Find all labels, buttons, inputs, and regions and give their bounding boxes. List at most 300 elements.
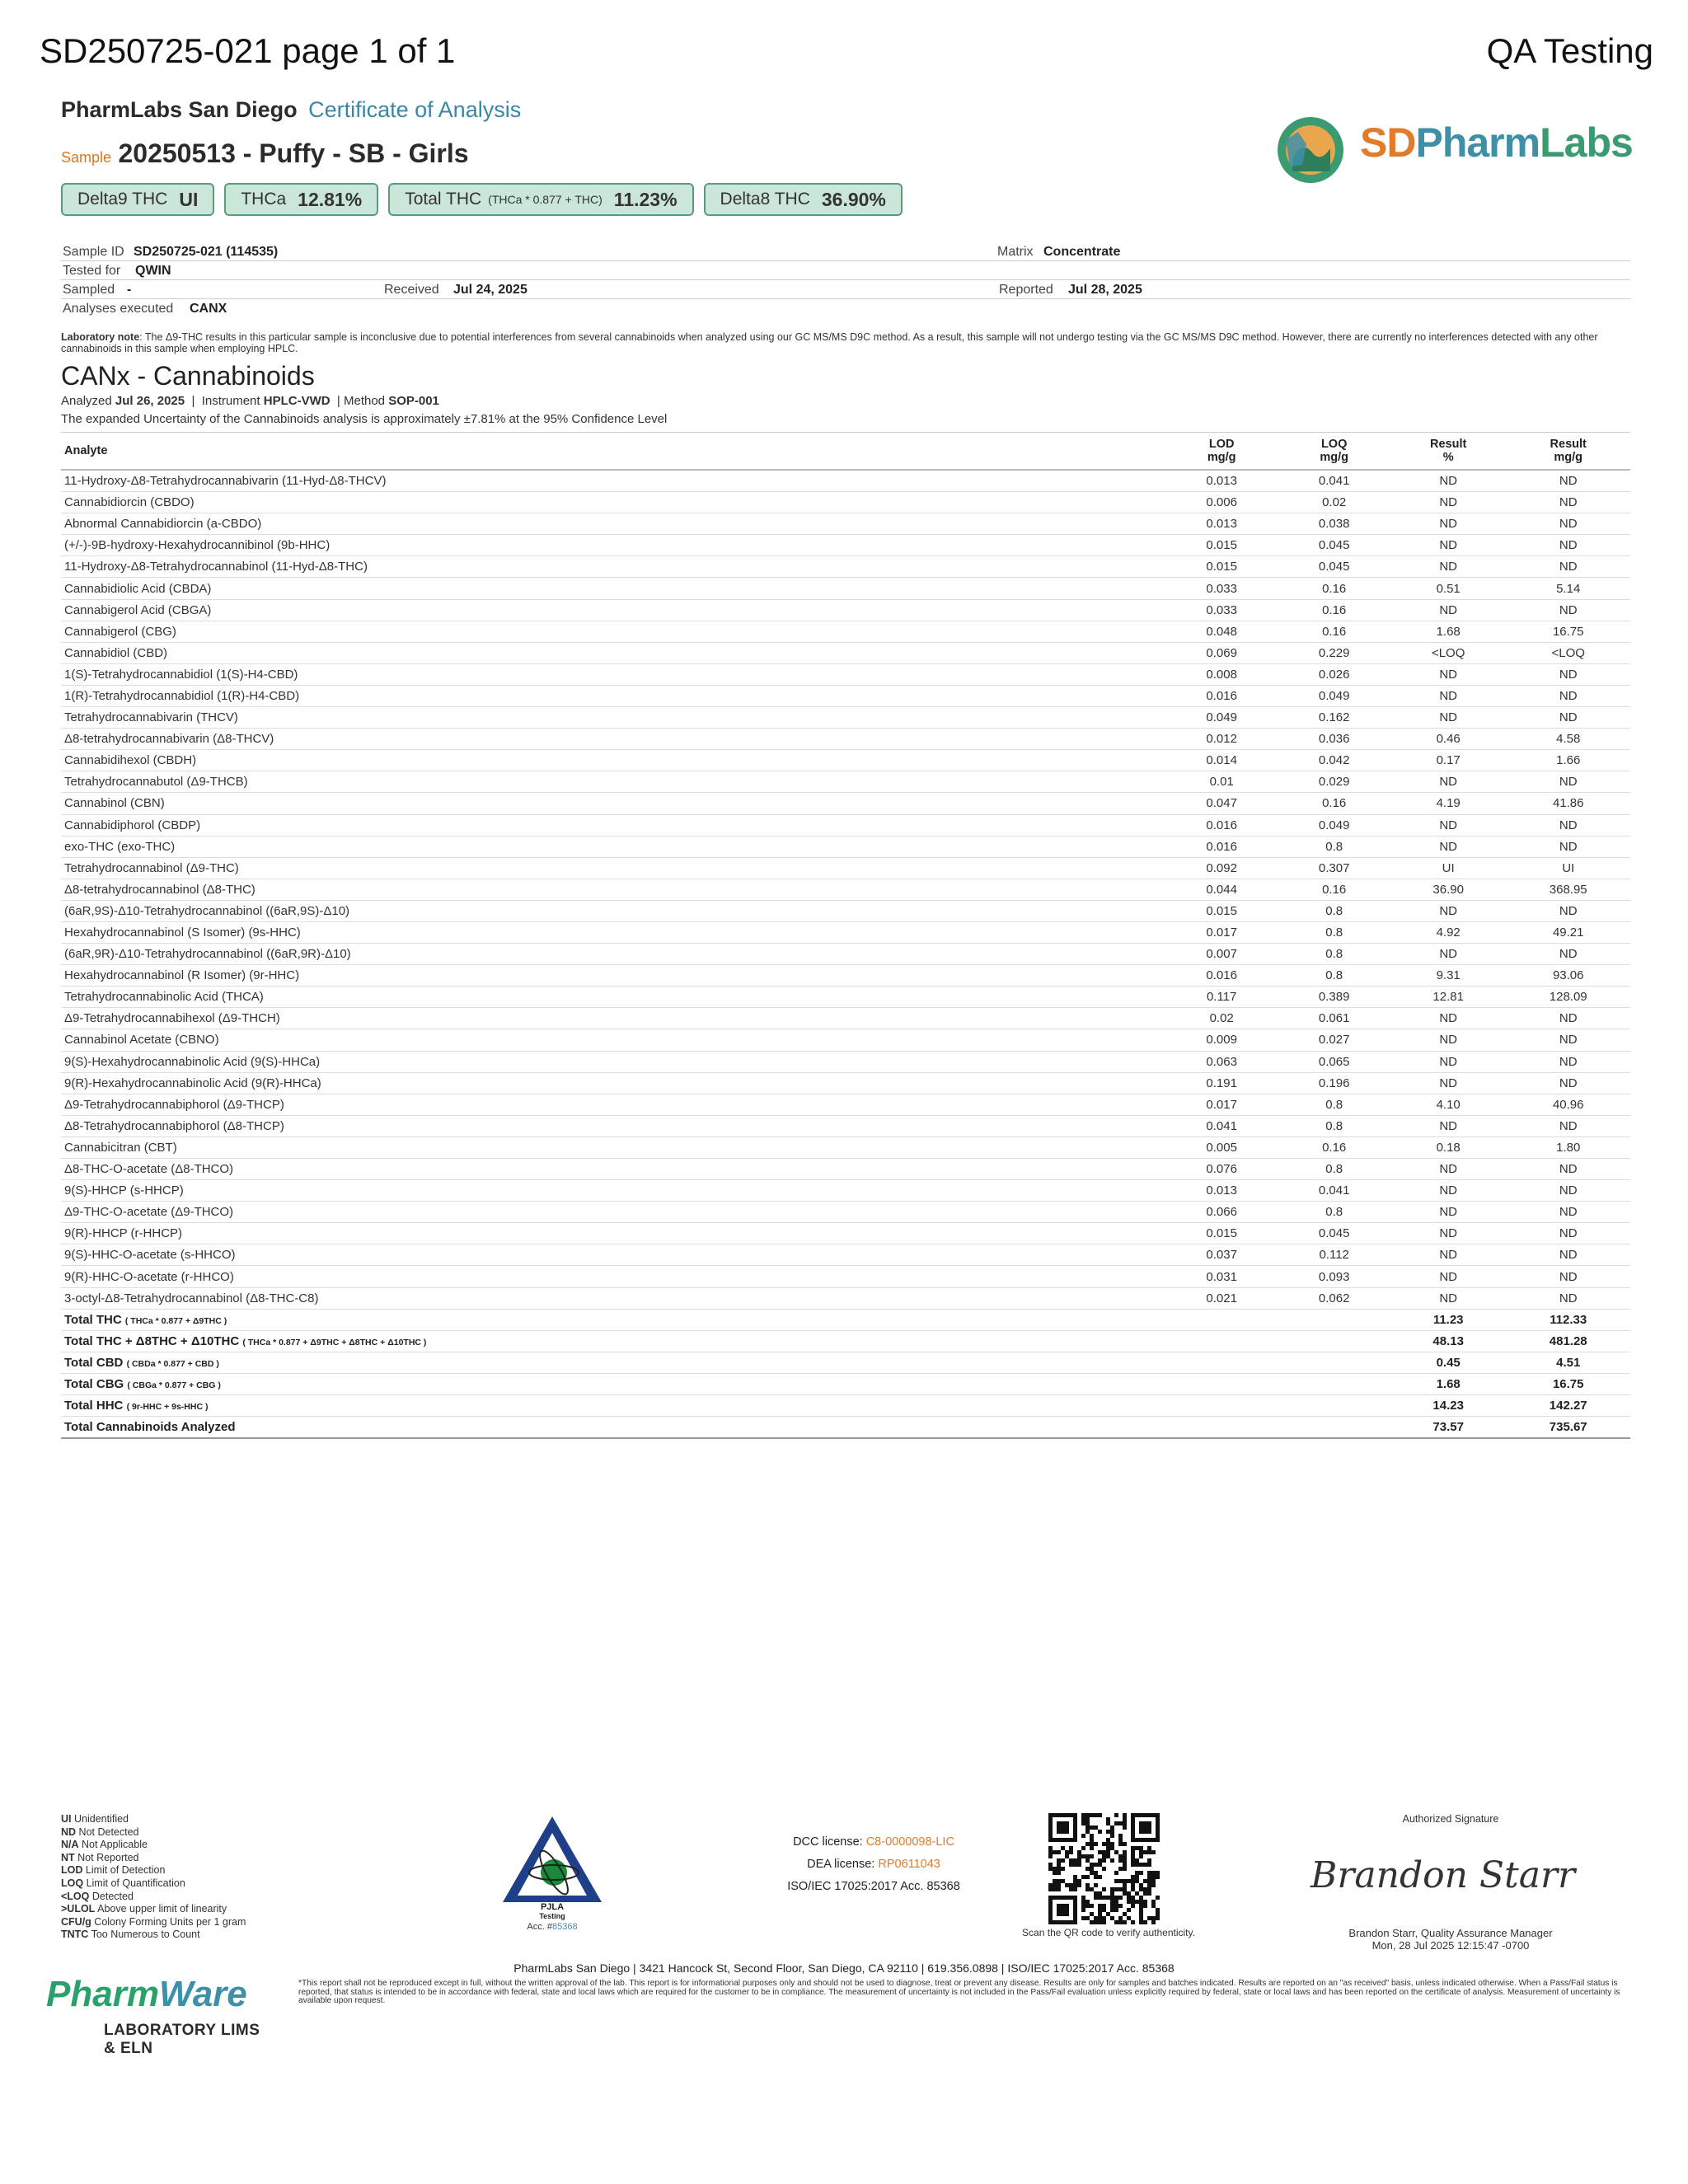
analyte-cell: Hexahydrocannabinol (S Isomer) (9s-HHC) [61,921,1165,943]
table-row [61,1202,1630,1223]
result-mg-cell: ND [1506,1051,1630,1072]
legend-item [61,1826,246,1840]
total-row [61,1352,1630,1373]
sampled-label: Sampled [63,283,115,297]
table-row [61,836,1630,857]
result-mg-cell: 40.96 [1506,1094,1630,1115]
result-mg-cell: ND [1506,707,1630,729]
result-mg-cell: ND [1506,663,1630,685]
loq-cell: 0.8 [1278,1094,1390,1115]
result-mg-cell: UI [1506,857,1630,879]
loq-cell: 0.029 [1278,771,1390,793]
logo-wordmark: SDPharmLabs [1360,120,1633,166]
pharmware-tagline: LABORATORY LIMS & ELN [104,2022,260,2057]
total-label: Total HHC [64,1399,124,1413]
analyte-cell: 1(S)-Tetrahydrocannabidiol (1(S)-H4-CBD) [61,663,1165,685]
sample-label: Sample [61,149,112,166]
info-row [61,280,1630,299]
table-row [61,921,1630,943]
info-row [61,299,1630,317]
loq-cell: 0.045 [1278,535,1390,556]
pjla-name: PJLA [540,1902,565,1912]
result-pct-cell: ND [1390,1287,1507,1309]
lod-cell: 0.031 [1165,1266,1278,1287]
reported-value: Jul 28, 2025 [1068,283,1142,297]
table-row [61,535,1630,556]
table-row [61,965,1630,987]
badge-label: Delta8 THC [720,190,810,209]
result-mg-cell: ND [1506,1287,1630,1309]
result-pct-cell: 12.81 [1390,987,1507,1008]
lod-cell: 0.008 [1165,663,1278,685]
analyte-cell: Tetrahydrocannabinol (Δ9-THC) [61,857,1165,879]
signatory-name: Brandon Starr, Quality Assurance Manager [1348,1927,1553,1939]
table-row [61,900,1630,921]
result-mg-cell: ND [1506,1223,1630,1244]
pharmware-wordmark: PharmWare [46,1974,247,2014]
lod-cell: 0.033 [1165,578,1278,599]
total-formula: ( THCa * 0.877 + Δ9THC ) [124,1315,227,1326]
loq-cell: 0.8 [1278,836,1390,857]
analyte-cell: Tetrahydrocannabutol (Δ9-THCB) [61,771,1165,793]
table-row [61,1223,1630,1244]
result-pct-cell: ND [1390,535,1507,556]
legend-item [61,1877,246,1891]
loq-cell: 0.16 [1278,578,1390,599]
table-row [61,857,1630,879]
lod-cell: 0.069 [1165,642,1278,663]
table-row [61,879,1630,900]
received-label: Received [384,283,439,297]
loq-cell: 0.229 [1278,642,1390,663]
total-label-cell [61,1395,1165,1417]
result-pct-cell: UI [1390,857,1507,879]
result-mg-cell: <LOQ [1506,642,1630,663]
legend-text: Not Applicable [82,1839,148,1851]
empty-cell [1165,1309,1278,1330]
loq-cell: 0.112 [1278,1244,1390,1266]
analyte-cell: 9(R)-HHC-O-acetate (r-HHCO) [61,1266,1165,1287]
table-row [61,944,1630,965]
col-result-pct: Result % [1390,433,1507,471]
total-pct-cell: 11.23 [1390,1309,1507,1330]
sample-name: 20250513 - Puffy - SB - Girls [118,138,469,168]
loq-cell: 0.042 [1278,750,1390,771]
table-row [61,1244,1630,1266]
lod-cell: 0.014 [1165,750,1278,771]
result-mg-cell: ND [1506,599,1630,621]
matrix-label: Matrix [997,245,1034,259]
result-mg-cell: 16.75 [1506,621,1630,642]
result-pct-cell: 4.92 [1390,921,1507,943]
dcc-license: DCC license: C8-0000098-LIC [793,1835,954,1849]
analyses-value: CANX [190,302,227,316]
iso-accreditation: ISO/IEC 17025:2017 Acc. 85368 [787,1880,960,1893]
result-mg-cell: ND [1506,1202,1630,1223]
lod-cell: 0.092 [1165,857,1278,879]
total-row [61,1373,1630,1394]
lod-cell: 0.016 [1165,685,1278,706]
analyses-label: Analyses executed [63,302,174,316]
svg-text:Brandon Starr: Brandon Starr [1311,1854,1576,1896]
lod-cell: 0.063 [1165,1051,1278,1072]
lod-cell: 0.047 [1165,793,1278,814]
table-row [61,729,1630,750]
table-row [61,513,1630,535]
result-mg-cell: ND [1506,1029,1630,1051]
loq-cell: 0.8 [1278,1202,1390,1223]
pharmware-logo [46,1974,269,2057]
col-analyte: Analyte [61,433,1165,471]
total-mg-cell: 735.67 [1506,1417,1630,1439]
legend-abbr: N/A [61,1839,79,1851]
abbreviation-legend [61,1813,246,1942]
table-row [61,1266,1630,1287]
loq-cell: 0.045 [1278,556,1390,578]
loq-cell: 0.8 [1278,965,1390,987]
result-pct-cell: ND [1390,1202,1507,1223]
analyte-cell: Δ8-tetrahydrocannabivarin (Δ8-THCV) [61,729,1165,750]
pjla-sub: Testing [539,1912,565,1920]
legend-text: Limit of Detection [85,1864,166,1877]
total-label-cell [61,1417,1165,1439]
footer-disclaimer: *This report shall not be reproduced except in full, without the written approval of the lab. This report is for informational purposes only and should not be used to diagnose, treat or prevent any disease. Results are only for samples and batches indicated. Results are reported on an "as received" basis, unless indicated otherwise. When a Pass/Fail status is reported, that status is intended to be in accordance with federal, state and local laws which are required for the customer to be in compliance. The measurement of uncertainty is not included in the Pass/Fail evaluation unless explicitly required by federal, state or local laws and has been reported on the certificate of analysis. Measurement of uncertainty is available upon request. [298,1979,1620,2005]
empty-cell [1278,1330,1390,1352]
table-row [61,621,1630,642]
lod-cell: 0.005 [1165,1137,1278,1158]
loq-cell: 0.02 [1278,492,1390,513]
empty-cell [1165,1417,1278,1439]
analyte-cell: Abnormal Cannabidiorcin (a-CBDO) [61,513,1165,535]
handwritten-signature [1302,1850,1599,1900]
result-mg-cell: 4.58 [1506,729,1630,750]
sample-id-value: SD250725-021 (114535) [134,245,279,259]
loq-cell: 0.062 [1278,1287,1390,1309]
loq-cell: 0.16 [1278,879,1390,900]
legend-item [61,1903,246,1916]
badge-value: 11.23% [613,188,678,210]
analyte-cell: Cannabigerol Acid (CBGA) [61,599,1165,621]
result-pct-cell: ND [1390,1072,1507,1094]
legend-text: Too Numerous to Count [91,1929,200,1941]
lod-cell: 0.02 [1165,1008,1278,1029]
result-pct-cell: 9.31 [1390,965,1507,987]
analyte-cell: Cannabidiorcin (CBDO) [61,492,1165,513]
total-formula: ( 9r-HHC + 9s-HHC ) [126,1402,209,1413]
result-mg-cell: ND [1506,556,1630,578]
table-row [61,1094,1630,1115]
total-row [61,1395,1630,1417]
empty-cell [1278,1309,1390,1330]
badge-value: 12.81% [298,188,363,210]
footer-address: PharmLabs San Diego | 3421 Hancock St, Second Floor, San Diego, CA 92110 | 619.356.0898 | ISO/IEC 17025:2017 Acc. 85368 [513,1961,1175,1975]
legend-item [61,1839,246,1852]
loq-cell: 0.026 [1278,663,1390,685]
loq-cell: 0.065 [1278,1051,1390,1072]
tested-for-value: QWIN [135,264,171,278]
result-mg-cell: ND [1506,470,1630,492]
analyte-cell: Δ9-Tetrahydrocannabihexol (Δ9-THCH) [61,1008,1165,1029]
badge-delta8-thc [704,183,903,216]
legend-abbr: LOQ [61,1877,84,1889]
total-mg-cell: 16.75 [1506,1373,1630,1394]
result-pct-cell: ND [1390,944,1507,965]
lab-name: PharmLabs San Diego [61,97,298,122]
sample-id-label: Sample ID [63,245,124,259]
result-mg-cell: ND [1506,771,1630,793]
result-mg-cell: 368.95 [1506,879,1630,900]
total-formula: ( CBDa * 0.877 + CBD ) [126,1358,219,1369]
result-mg-cell: ND [1506,685,1630,706]
table-row [61,685,1630,706]
col-lod: LOD mg/g [1165,433,1278,471]
analyte-cell: Δ8-THC-O-acetate (Δ8-THCO) [61,1159,1165,1180]
lab-title-line [61,97,521,123]
total-label: Total THC + Δ8THC + Δ10THC [64,1333,240,1348]
lod-cell: 0.015 [1165,535,1278,556]
analyte-cell: 3-octyl-Δ8-Tetrahydrocannabinol (Δ8-THC-C8) [61,1287,1165,1309]
document-category: QA Testing [1486,31,1653,70]
lod-cell: 0.012 [1165,729,1278,750]
analyte-cell: 9(R)-HHCP (r-HHCP) [61,1223,1165,1244]
lod-cell: 0.015 [1165,556,1278,578]
badge-label: Total THC [405,190,482,209]
result-mg-cell: 49.21 [1506,921,1630,943]
legend-item [61,1916,246,1929]
total-label: Total THC [64,1312,122,1327]
result-mg-cell: 93.06 [1506,965,1630,987]
table-row [61,750,1630,771]
lod-cell: 0.015 [1165,900,1278,921]
uncertainty-note: The expanded Uncertainty of the Cannabinoids analysis is approximately ±7.81% at the 95% Confidence Level [61,412,668,426]
sampled-value: - [127,283,132,297]
empty-cell [1165,1330,1278,1352]
analyte-cell: Cannabidihexol (CBDH) [61,750,1165,771]
lod-cell: 0.048 [1165,621,1278,642]
legend-text: Above upper limit of linearity [97,1903,227,1915]
table-row [61,556,1630,578]
tested-for-label: Tested for [63,264,121,278]
table-row [61,1029,1630,1051]
badge-label: THCa [241,190,287,209]
total-pct-cell: 1.68 [1390,1373,1507,1394]
reported-label: Reported [999,283,1053,297]
total-pct-cell: 0.45 [1390,1352,1507,1373]
sample-line [61,138,469,169]
loq-cell: 0.061 [1278,1008,1390,1029]
result-pct-cell: 0.46 [1390,729,1507,750]
total-pct-cell: 14.23 [1390,1395,1507,1417]
legend-item [61,1813,246,1826]
badge-formula: (THCa * 0.877 + THC) [488,193,603,206]
result-mg-cell: ND [1506,492,1630,513]
result-pct-cell: ND [1390,1051,1507,1072]
result-pct-cell: ND [1390,663,1507,685]
doc-type: Certificate of Analysis [308,97,522,122]
table-row [61,1008,1630,1029]
total-row [61,1417,1630,1439]
total-pct-cell: 48.13 [1390,1330,1507,1352]
qr-code-icon[interactable] [1048,1813,1160,1924]
result-pct-cell: ND [1390,1029,1507,1051]
lod-cell: 0.016 [1165,836,1278,857]
col-result-mg: Result mg/g [1506,433,1630,471]
result-pct-cell: ND [1390,1244,1507,1266]
analyte-cell: 11-Hydroxy-Δ8-Tetrahydrocannabivarin (11-Hyd-Δ8-THCV) [61,470,1165,492]
licenses [725,1831,1022,1898]
table-row [61,707,1630,729]
result-pct-cell: 0.17 [1390,750,1507,771]
legend-abbr: LOD [61,1864,83,1877]
result-mg-cell: 128.09 [1506,987,1630,1008]
lod-cell: 0.006 [1165,492,1278,513]
result-pct-cell: 0.18 [1390,1137,1507,1158]
table-row [61,663,1630,685]
result-pct-cell: ND [1390,599,1507,621]
lod-cell: 0.017 [1165,1094,1278,1115]
legend-abbr: UI [61,1813,72,1825]
analyte-cell: 1(R)-Tetrahydrocannabidiol (1(R)-H4-CBD) [61,685,1165,706]
analyte-cell: 11-Hydroxy-Δ8-Tetrahydrocannabinol (11-Hyd-Δ8-THC) [61,556,1165,578]
result-mg-cell: ND [1506,1244,1630,1266]
analyte-cell: (6aR,9R)-Δ10-Tetrahydrocannabinol ((6aR,9R)-Δ10) [61,944,1165,965]
lod-cell: 0.021 [1165,1287,1278,1309]
total-formula: ( CBGa * 0.877 + CBG ) [127,1380,221,1390]
result-mg-cell: ND [1506,1159,1630,1180]
sample-info [61,242,1630,317]
total-mg-cell: 481.28 [1506,1330,1630,1352]
loq-cell: 0.027 [1278,1029,1390,1051]
total-row [61,1309,1630,1330]
analysis-meta: Analyzed Jul 26, 2025 | Instrument HPLC-VWD | Method SOP-001 [61,394,439,408]
result-mg-cell: 5.14 [1506,578,1630,599]
empty-cell [1278,1395,1390,1417]
analyte-cell: Cannabidiol (CBD) [61,642,1165,663]
lod-cell: 0.013 [1165,470,1278,492]
lod-cell: 0.016 [1165,814,1278,836]
loq-cell: 0.049 [1278,814,1390,836]
result-pct-cell: 4.10 [1390,1094,1507,1115]
lod-cell: 0.037 [1165,1244,1278,1266]
legend-item [61,1864,246,1877]
lod-cell: 0.009 [1165,1029,1278,1051]
table-row [61,492,1630,513]
empty-cell [1165,1352,1278,1373]
lod-cell: 0.117 [1165,987,1278,1008]
total-mg-cell: 142.27 [1506,1395,1630,1417]
result-mg-cell: 41.86 [1506,793,1630,814]
empty-cell [1278,1373,1390,1394]
loq-cell: 0.8 [1278,1115,1390,1137]
legend-abbr: <LOQ [61,1890,90,1902]
received-value: Jul 24, 2025 [453,283,528,297]
result-pct-cell: 1.68 [1390,621,1507,642]
result-pct-cell: ND [1390,470,1507,492]
result-mg-cell: ND [1506,814,1630,836]
lod-cell: 0.007 [1165,944,1278,965]
result-pct-cell: ND [1390,1008,1507,1029]
empty-cell [1278,1352,1390,1373]
table-row [61,470,1630,492]
pjla-accreditation [495,1813,610,1937]
analyte-cell: 9(R)-Hexahydrocannabinolic Acid (9(R)-HHCa) [61,1072,1165,1094]
total-label-cell [61,1352,1165,1373]
badge-value: UI [179,188,199,210]
lod-cell: 0.013 [1165,1180,1278,1202]
empty-cell [1165,1395,1278,1417]
loq-cell: 0.049 [1278,685,1390,706]
lod-cell: 0.191 [1165,1072,1278,1094]
result-pct-cell: ND [1390,556,1507,578]
analyte-cell: Δ9-Tetrahydrocannabiphorol (Δ9-THCP) [61,1094,1165,1115]
result-mg-cell: ND [1506,1072,1630,1094]
table-row [61,1180,1630,1202]
result-pct-cell: ND [1390,1159,1507,1180]
loq-cell: 0.045 [1278,1223,1390,1244]
loq-cell: 0.162 [1278,707,1390,729]
loq-cell: 0.16 [1278,1137,1390,1158]
result-mg-cell: ND [1506,513,1630,535]
result-pct-cell: ND [1390,1115,1507,1137]
analyte-cell: (6aR,9S)-Δ10-Tetrahydrocannabinol ((6aR,9S)-Δ10) [61,900,1165,921]
analyte-cell: Cannabidiolic Acid (CBDA) [61,578,1165,599]
badge-value: 36.90% [821,188,886,210]
legend-text: Limit of Quantification [86,1877,185,1889]
loq-cell: 0.8 [1278,944,1390,965]
cannabinoids-table [61,432,1630,1439]
analyte-cell: Cannabidiphorol (CBDP) [61,814,1165,836]
lab-note-text: : The Δ9-THC results in this particular sample is inconclusive due to potential interferences from several cannabinoids when analyzed using our GC MS/MS D9C method. As a result, this sample will not undergo testing via the GC MS/MS D9C method. However, there are currently no interferences detected with any other cannabinoids in this sample when employing HPLC. [61,331,1598,354]
table-row [61,642,1630,663]
badge-delta9-thc [61,183,214,216]
result-pct-cell: ND [1390,771,1507,793]
analyte-cell: Cannabinol (CBN) [61,793,1165,814]
total-label: Total Cannabinoids Analyzed [64,1420,236,1435]
loq-cell: 0.036 [1278,729,1390,750]
result-mg-cell: ND [1506,900,1630,921]
result-pct-cell: ND [1390,685,1507,706]
lod-cell: 0.076 [1165,1159,1278,1180]
loq-cell: 0.8 [1278,1159,1390,1180]
result-pct-cell: ND [1390,1266,1507,1287]
legend-abbr: ND [61,1825,77,1838]
result-pct-cell: ND [1390,492,1507,513]
total-label-cell [61,1309,1165,1330]
analyte-cell: (+/-)-9B-hydroxy-Hexahydrocannibinol (9b-HHC) [61,535,1165,556]
table-row [61,1287,1630,1309]
loq-cell: 0.041 [1278,470,1390,492]
table-row [61,1115,1630,1137]
total-label-cell [61,1373,1165,1394]
table-row [61,599,1630,621]
analyte-cell: Tetrahydrocannabinolic Acid (THCA) [61,987,1165,1008]
total-label: Total CBD [64,1355,124,1370]
badge-total-thc [388,183,693,216]
lod-cell: 0.01 [1165,771,1278,793]
legend-text: Unidentified [73,1813,129,1825]
result-pct-cell: <LOQ [1390,642,1507,663]
document-id: SD250725-021 page 1 of 1 [40,31,456,70]
total-pct-cell: 73.57 [1390,1417,1507,1439]
loq-cell: 0.038 [1278,513,1390,535]
potency-badges [61,183,903,216]
analyte-cell: Cannabinol Acetate (CBNO) [61,1029,1165,1051]
legend-item [61,1891,246,1904]
analyte-cell: Δ9-THC-O-acetate (Δ9-THCO) [61,1202,1165,1223]
analyte-cell: exo-THC (exo-THC) [61,836,1165,857]
pjla-triangle-icon [495,1813,610,1912]
legend-text: Detected [91,1890,134,1902]
